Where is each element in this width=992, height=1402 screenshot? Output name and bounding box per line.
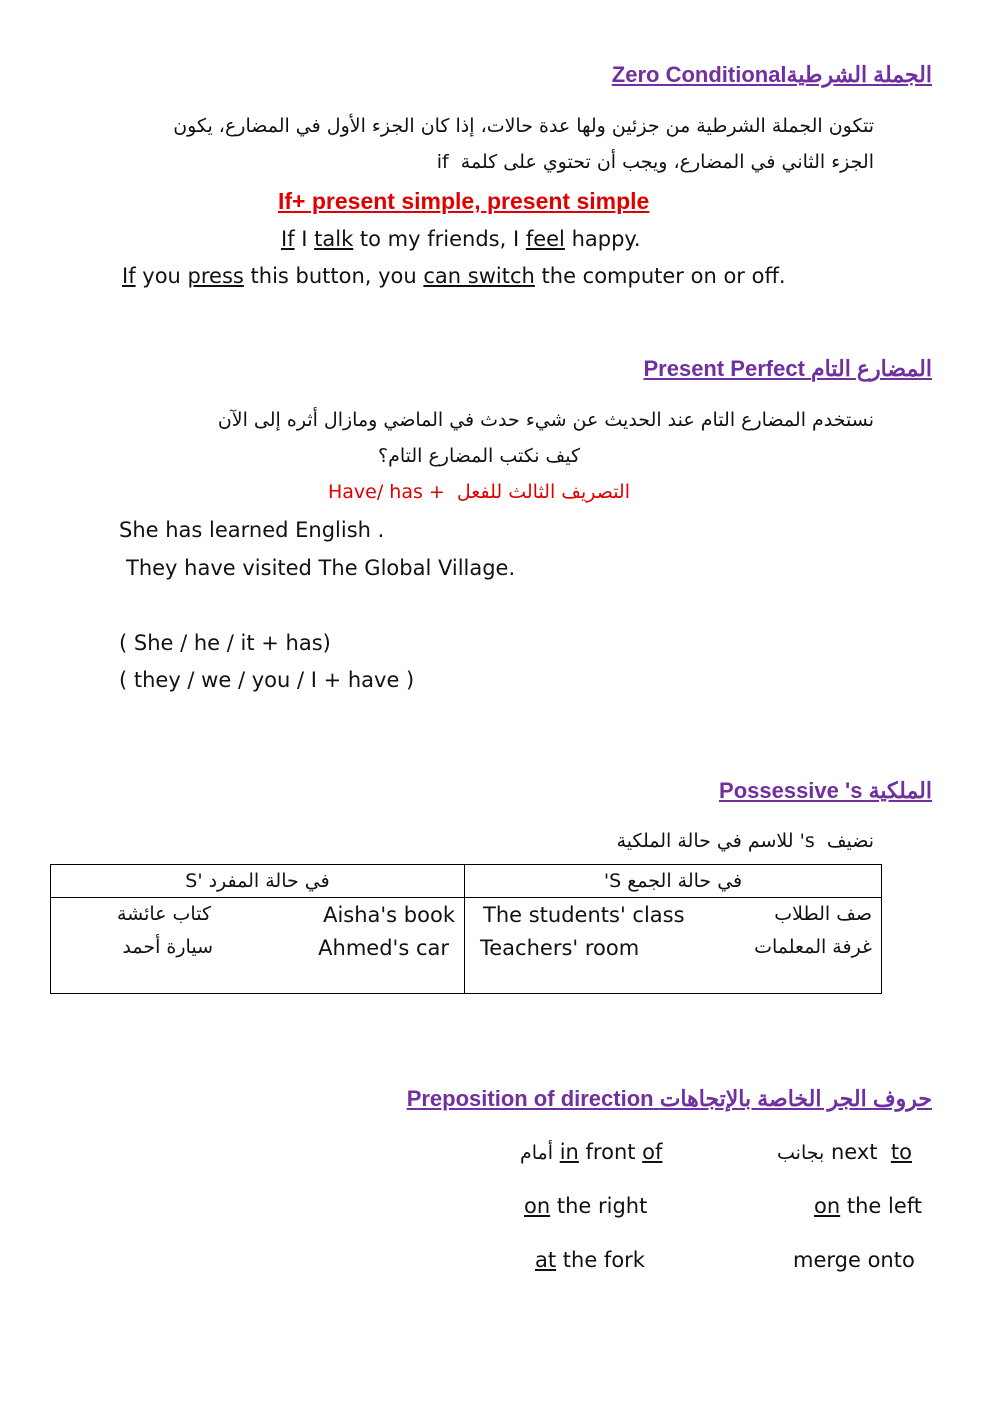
present-perfect-heading	[643, 356, 932, 382]
ex1-t2: to my friends, I	[353, 227, 526, 251]
plural-header: في حالة الجمع S'	[603, 870, 743, 892]
zero-desc-line2	[437, 151, 874, 173]
plural-ar-1: صف الطلاب	[774, 903, 872, 925]
prep-on-the-right	[524, 1194, 647, 1218]
prep-next-to	[777, 1140, 912, 1164]
direction-heading	[407, 1086, 932, 1112]
possessive-heading-en: Possessive 's	[719, 778, 863, 803]
possessive-intro-1: نضيف	[826, 830, 874, 852]
ex2-t1: you	[135, 264, 188, 288]
possessive-heading-ar: الملكية	[868, 778, 932, 803]
plural-en-2: Teachers' room	[480, 936, 640, 960]
fork-u: at	[535, 1248, 557, 1272]
zero-desc-line1: تتكون الجملة الشرطية من جزئين ولها عدة حالات، إذا كان الجزء الأول في المضارع، يكون	[173, 115, 874, 137]
front-ar: أمام	[520, 1142, 554, 1164]
singular-en-2: Ahmed's car	[318, 936, 449, 960]
ex1-t3: happy.	[564, 227, 641, 251]
next-u: to	[890, 1140, 912, 1164]
perfect-formula	[328, 481, 630, 503]
zero-formula: If+ present simple, present simple	[278, 188, 650, 214]
fork-rest: the fork	[556, 1248, 645, 1272]
possessive-intro-s: 's	[799, 830, 815, 852]
plural-cell	[465, 898, 881, 993]
ex1-w3: feel	[525, 227, 565, 251]
front-u2: of	[642, 1140, 663, 1164]
plural-ar-2: غرفة المعلمات	[754, 936, 872, 958]
left-u: on	[814, 1194, 841, 1218]
next-ar: بجانب	[777, 1142, 825, 1164]
ex2-w2: press	[187, 264, 244, 288]
perfect-rule-has: ( She / he / it + has)	[119, 631, 331, 655]
zero-desc-line2-text: الجزء الثاني في المضارع، ويجب أن تحتوي على كلمة	[460, 151, 874, 173]
prep-merge-onto: merge onto	[793, 1248, 915, 1272]
prep-at-the-fork	[535, 1248, 645, 1272]
ex2-t3: the computer on or off.	[534, 264, 786, 288]
zero-example-2	[122, 264, 786, 288]
ex2-t2: this button, you	[243, 264, 424, 288]
singular-ar-1: كتاب عائشة	[116, 903, 211, 925]
direction-heading-en: Preposition of direction	[406, 1086, 654, 1111]
ex1-w2: talk	[314, 227, 354, 251]
plural-en-1: The students' class	[483, 903, 685, 927]
front-u1: in	[559, 1140, 579, 1164]
possessive-table	[50, 864, 882, 994]
perfect-question: كيف نكتب المضارع التام؟	[377, 445, 580, 467]
right-rest: the right	[550, 1194, 648, 1218]
ex2-w1: If	[122, 264, 136, 288]
singular-ar-2: سيارة أحمد	[122, 936, 213, 958]
singular-en-1: Aisha's book	[323, 903, 455, 927]
perfect-heading-ar: المضارع التام	[811, 356, 932, 381]
zero-conditional-heading	[612, 62, 932, 88]
zero-desc-if: if	[436, 151, 449, 173]
front-mid: front	[578, 1140, 643, 1164]
perfect-desc: نستخدم المضارع التام عند الحديث عن شيء حدث في الماضي ومازال أثره إلى الآن	[217, 409, 874, 431]
ex1-w1: If	[281, 227, 295, 251]
perfect-example-2: They have visited The Global Village.	[126, 556, 516, 580]
possessive-intro-2: للاسم في حالة الملكية	[616, 830, 794, 852]
ex2-w3: can switch	[423, 264, 535, 288]
perfect-formula-ar: التصريف الثالث للفعل	[456, 481, 630, 503]
right-u: on	[524, 1194, 551, 1218]
direction-heading-ar: حروف الجر الخاصة بالإتجاهات	[659, 1086, 932, 1111]
perfect-rule-have: ( they / we / you / I + have )	[119, 668, 415, 692]
ex1-t1: I	[294, 227, 315, 251]
singular-cell	[51, 898, 464, 993]
perfect-formula-en: Have/ has +	[327, 481, 445, 503]
prep-on-the-left	[814, 1194, 922, 1218]
left-rest: the left	[840, 1194, 922, 1218]
perfect-example-1: She has learned English .	[119, 518, 385, 542]
perfect-heading-en: Present Perfect	[643, 356, 805, 381]
possessive-intro	[617, 830, 874, 852]
zero-example-1	[281, 227, 641, 251]
prep-in-front-of	[520, 1140, 662, 1164]
zero-heading-en: Zero Conditional	[611, 62, 787, 87]
zero-heading-ar: الجملة الشرطية	[786, 62, 932, 87]
singular-header: في حالة المفرد 'S	[185, 870, 330, 892]
next-en: next	[830, 1140, 878, 1164]
possessive-heading	[719, 778, 932, 804]
